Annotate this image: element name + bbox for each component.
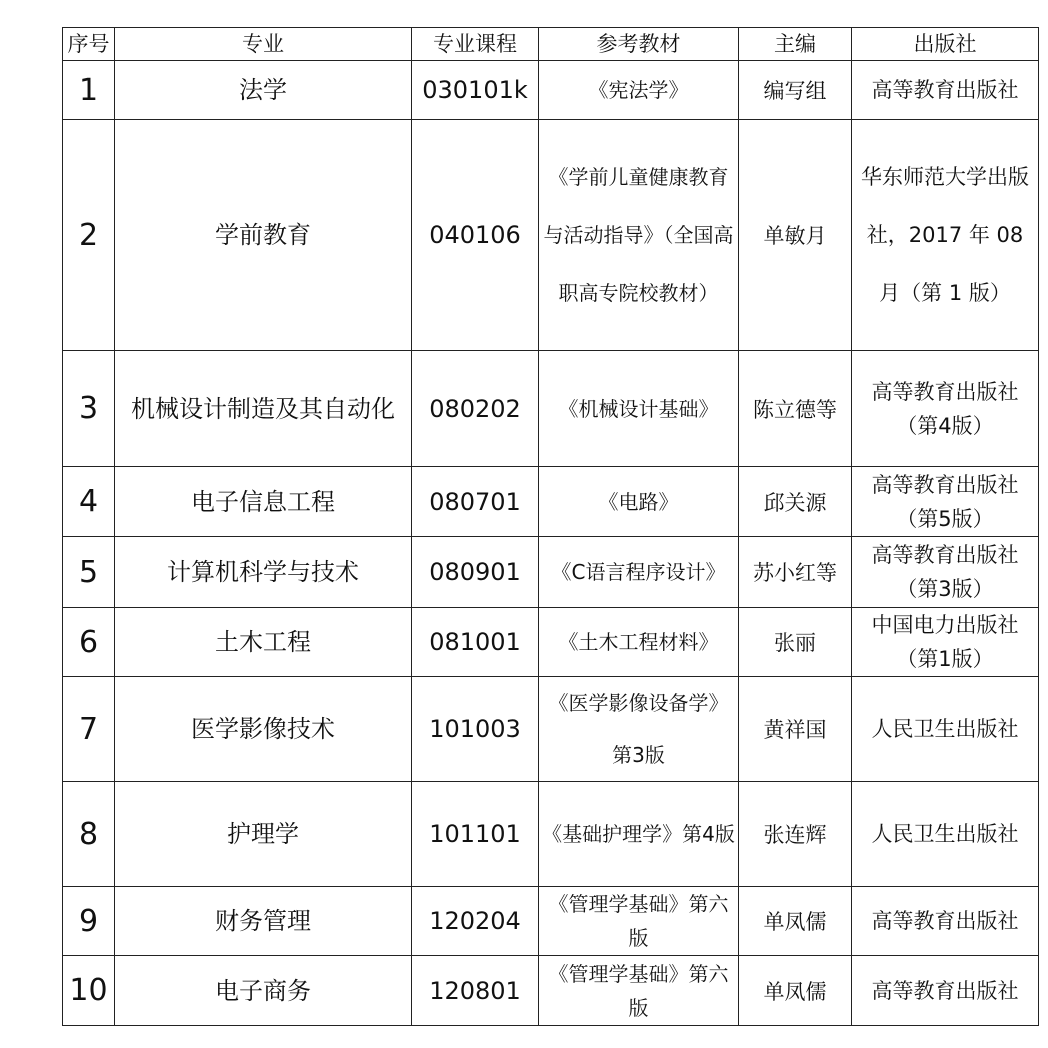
row-number: 10 xyxy=(63,956,115,1026)
table-row xyxy=(63,677,1039,782)
table-row xyxy=(63,537,1039,608)
course-code-cell: 080701 xyxy=(412,467,539,537)
course-code-cell: 081001 xyxy=(412,608,539,677)
course-code-cell: 040106 xyxy=(412,120,539,351)
major-cell: 学前教育 xyxy=(115,120,412,351)
row-number: 7 xyxy=(63,677,115,782)
major-cell: 财务管理 xyxy=(115,887,412,956)
editor-cell: 单凤儒 xyxy=(739,887,852,956)
textbook-cell: 《机械设计基础》 xyxy=(539,351,739,467)
table-row xyxy=(63,956,1039,1026)
major-cell: 计算机科学与技术 xyxy=(115,537,412,608)
editor-cell: 张丽 xyxy=(739,608,852,677)
course-code-cell: 120801 xyxy=(412,956,539,1026)
major-cell: 电子商务 xyxy=(115,956,412,1026)
textbook-cell: 《管理学基础》第六版 xyxy=(539,956,739,1026)
table-row xyxy=(63,61,1039,120)
course-code-cell: 101101 xyxy=(412,782,539,887)
header-editor: 主编 xyxy=(739,28,852,61)
publisher-cell: 高等教育出版社（第5版） xyxy=(852,467,1039,537)
header-code: 专业课程 xyxy=(412,28,539,61)
editor-cell: 张连辉 xyxy=(739,782,852,887)
publisher-cell: 人民卫生出版社 xyxy=(852,782,1039,887)
row-number: 4 xyxy=(63,467,115,537)
table-row xyxy=(63,467,1039,537)
major-cell: 电子信息工程 xyxy=(115,467,412,537)
major-cell: 机械设计制造及其自动化 xyxy=(115,351,412,467)
table-row xyxy=(63,351,1039,467)
publisher-cell: 中国电力出版社（第1版） xyxy=(852,608,1039,677)
table-row xyxy=(63,608,1039,677)
major-cell: 法学 xyxy=(115,61,412,120)
editor-cell: 陈立德等 xyxy=(739,351,852,467)
editor-cell: 邱关源 xyxy=(739,467,852,537)
editor-cell: 苏小红等 xyxy=(739,537,852,608)
header-no: 序号 xyxy=(63,28,115,61)
row-number: 6 xyxy=(63,608,115,677)
major-cell: 医学影像技术 xyxy=(115,677,412,782)
course-code-cell: 080202 xyxy=(412,351,539,467)
editor-cell: 单凤儒 xyxy=(739,956,852,1026)
row-number: 9 xyxy=(63,887,115,956)
course-code-cell: 030101k xyxy=(412,61,539,120)
publisher-cell: 高等教育出版社 xyxy=(852,61,1039,120)
textbook-cell: 《管理学基础》第六版 xyxy=(539,887,739,956)
course-code-cell: 120204 xyxy=(412,887,539,956)
textbook-cell: 《学前儿童健康教育与活动指导》（全国高职高专院校教材） xyxy=(539,120,739,351)
course-code-cell: 101003 xyxy=(412,677,539,782)
row-number: 8 xyxy=(63,782,115,887)
publisher-cell: 华东师范大学出版社，2017 年 08 月（第 1 版） xyxy=(852,120,1039,351)
textbook-table xyxy=(62,27,1039,1026)
header-publisher: 出版社 xyxy=(852,28,1039,61)
textbook-cell: 《宪法学》 xyxy=(539,61,739,120)
row-number: 2 xyxy=(63,120,115,351)
row-number: 1 xyxy=(63,61,115,120)
table-row xyxy=(63,782,1039,887)
publisher-cell: 高等教育出版社（第4版） xyxy=(852,351,1039,467)
textbook-cell: 《C语言程序设计》 xyxy=(539,537,739,608)
row-number: 3 xyxy=(63,351,115,467)
publisher-cell: 人民卫生出版社 xyxy=(852,677,1039,782)
editor-cell: 单敏月 xyxy=(739,120,852,351)
major-cell: 土木工程 xyxy=(115,608,412,677)
major-cell: 护理学 xyxy=(115,782,412,887)
course-code-cell: 080901 xyxy=(412,537,539,608)
textbook-cell: 《医学影像设备学》第3版 xyxy=(539,677,739,782)
textbook-cell: 《基础护理学》第4版 xyxy=(539,782,739,887)
publisher-cell: 高等教育出版社（第3版） xyxy=(852,537,1039,608)
table-row xyxy=(63,120,1039,351)
textbook-cell: 《土木工程材料》 xyxy=(539,608,739,677)
table-row xyxy=(63,887,1039,956)
header-major: 专业 xyxy=(115,28,412,61)
row-number: 5 xyxy=(63,537,115,608)
publisher-cell: 高等教育出版社 xyxy=(852,956,1039,1026)
editor-cell: 黄祥国 xyxy=(739,677,852,782)
table-header-row xyxy=(63,28,1039,61)
publisher-cell: 高等教育出版社 xyxy=(852,887,1039,956)
header-book: 参考教材 xyxy=(539,28,739,61)
textbook-cell: 《电路》 xyxy=(539,467,739,537)
editor-cell: 编写组 xyxy=(739,61,852,120)
